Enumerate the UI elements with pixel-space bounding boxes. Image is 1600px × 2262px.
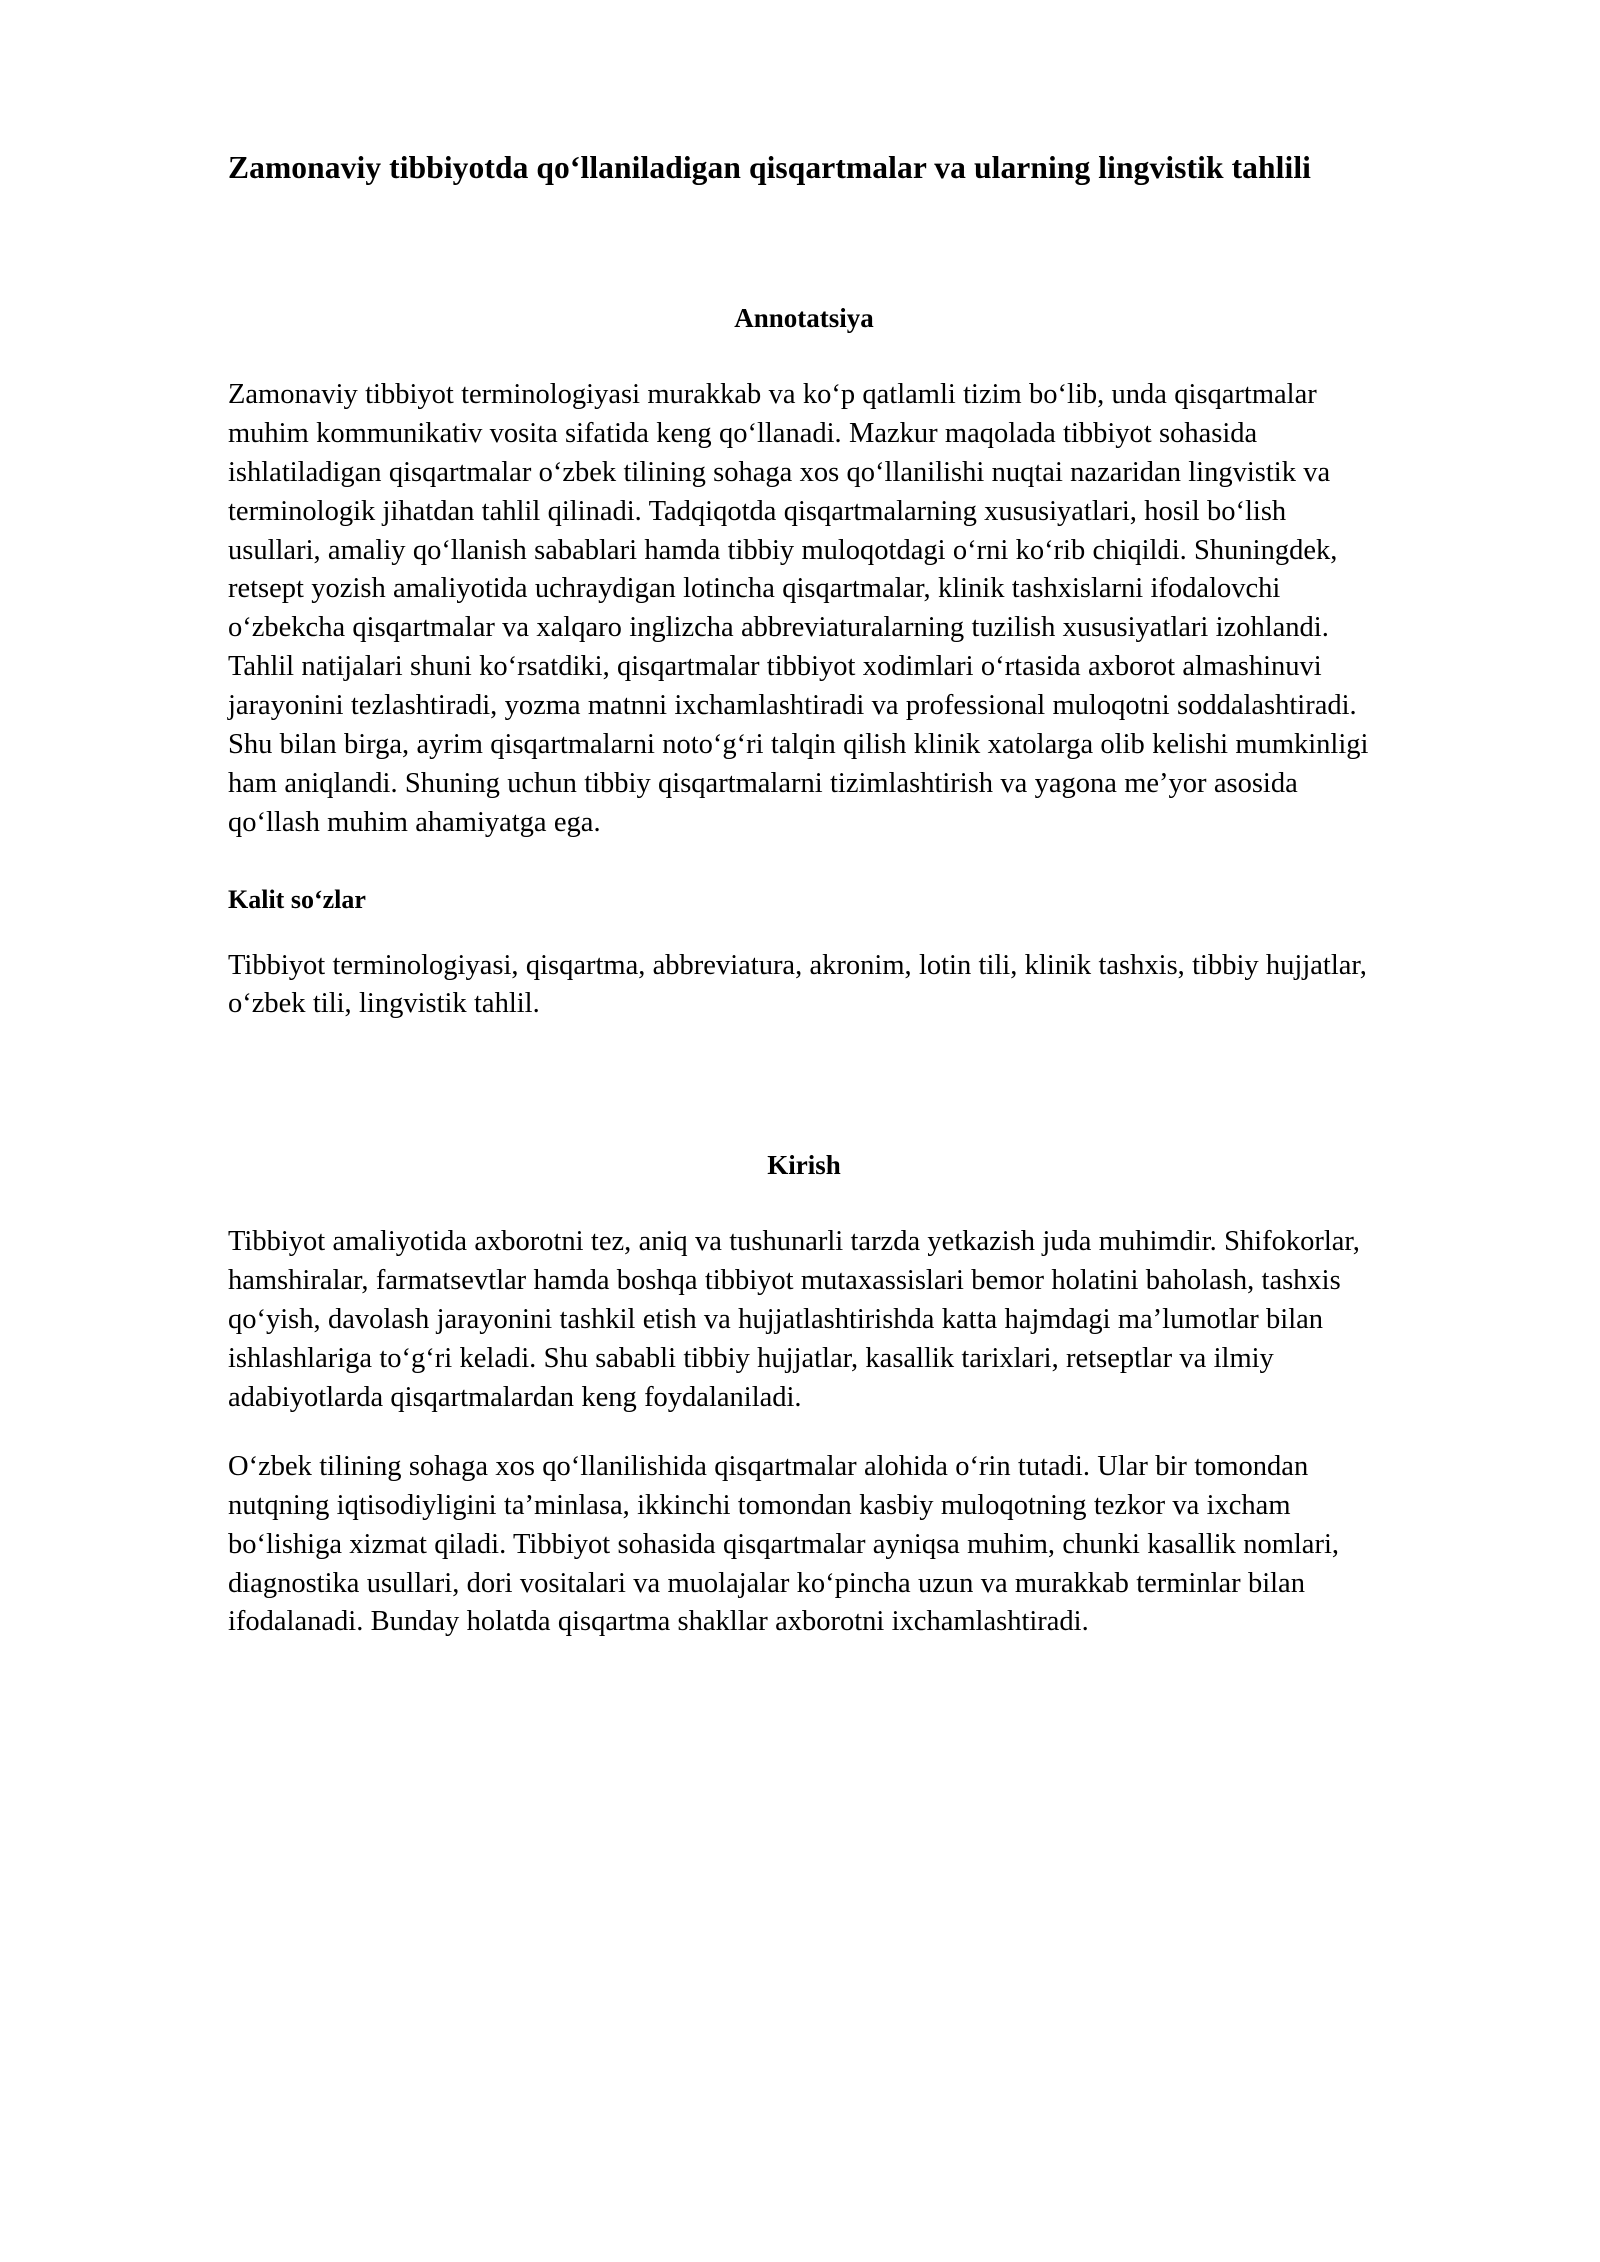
keywords-heading-gap: [228, 917, 1380, 947]
document-content: [228, 148, 1380, 1642]
page-title: Zamonaviy tibbiyotda qo‘llaniladigan qisqartmalar va ularning lingvistik tahlili: [228, 150, 1312, 185]
introduction-heading-gap: [228, 1183, 1380, 1223]
annotation-heading-gap: [228, 336, 1380, 376]
section-heading-introduction: Kirish: [767, 1150, 841, 1181]
introduction-paragraph-gap: [228, 1418, 1380, 1448]
keywords-section-gap: [228, 1024, 1380, 1148]
introduction-paragraph-2: O‘zbek tilining sohaga xos qo‘llanilishida qisqartmalar alohida o‘rin tutadi. Ular bir tomondan nutqning iqtisodiyligini ta’minlasa, ikkinchi tomondan kasbiy muloqotning tezkor va ixcham bo‘lishiga xizmat qiladi. Tibbiyot sohasida qisqartmalar ayniqsa muhim, chunki kasallik nomlari, diagnostika usullari, dori vositalari va muolajalar ko‘pincha uzun va murakkab terminlar bilan ifodalanadi. Bunday holatda qisqartma shakllar axborotni ixchamlashtiradi.: [228, 1450, 1339, 1638]
introduction-paragraph-1: Tibbiyot amaliyotida axborotni tez, aniq va tushunarli tarzda yetkazish juda muhimdir. Shifokorlar, hamshiralar, farmatsevtlar hamda boshqa tibbiyot mutaxassislari bemor holatini baholash, tashxis qo‘yish, davolash jarayonini tashkil etish va hujjatlashtirishda katta hajmdagi ma’lumotlar bilan ishlashlariga to‘g‘ri keladi. Shu sababli tibbiy hujjatlar, kasallik tarixlari, retseptlar va ilmiy adabiyotlarda qisqartmalardan keng foydalaniladi.: [228, 1226, 1360, 1413]
annotation-body-gap: [228, 843, 1380, 883]
keywords-body: Tibbiyot terminologiyasi, qisqartma, abbreviatura, akronim, lotin tili, klinik tashxis, tibbiy hujjatlar, o‘zbek tili, lingvistik tahlil.: [228, 949, 1367, 1020]
title-spacer: [228, 189, 1380, 301]
section-heading-keywords: Kalit so‘zlar: [228, 884, 366, 914]
annotation-body: Zamonaviy tibbiyot terminologiyasi murakkab va ko‘p qatlamli tizim bo‘lib, unda qisqartmalar muhim kommunikativ vosita sifatida keng qo‘llanadi. Mazkur maqolada tibbiyot sohasida ishlatiladigan qisqartmalar o‘zbek tilining sohaga xos qo‘llanilishi nuqtai nazaridan lingvistik va terminologik jihatdan tahlil qilinadi. Tadqiqotda qisqartmalarning xususiyatlari, hosil bo‘lish usullari, amaliy qo‘llanish sabablari hamda tibbiy muloqotdagi o‘rni ko‘rib chiqildi. Shuningdek, retsept yozish amaliyotida uchraydigan lotincha qisqartmalar, klinik tashxislarni ifodalovchi o‘zbekcha qisqartmalar va xalqaro inglizcha abbreviaturalarning tuzilish xususiyatlari izohlandi. Tahlil natijalari shuni ko‘rsatdiki, qisqartmalar tibbiyot xodimlari o‘rtasida axborot almashinuvi jarayonini tezlashtiradi, yozma matnni ixchamlashtiradi va professional muloqotni soddalashtiradi. Shu bilan birga, ayrim qisqartmalarni noto‘g‘ri talqin qilish klinik xatolarga olib kelishi mumkinligi ham aniqlandi. Shuning uchun tibbiy qisqartmalarni tizimlashtirish va yagona me’yor asosida qo‘llash muhim ahamiyatga ega.: [228, 379, 1369, 838]
section-heading-annotation: Annotatsiya: [734, 302, 874, 333]
